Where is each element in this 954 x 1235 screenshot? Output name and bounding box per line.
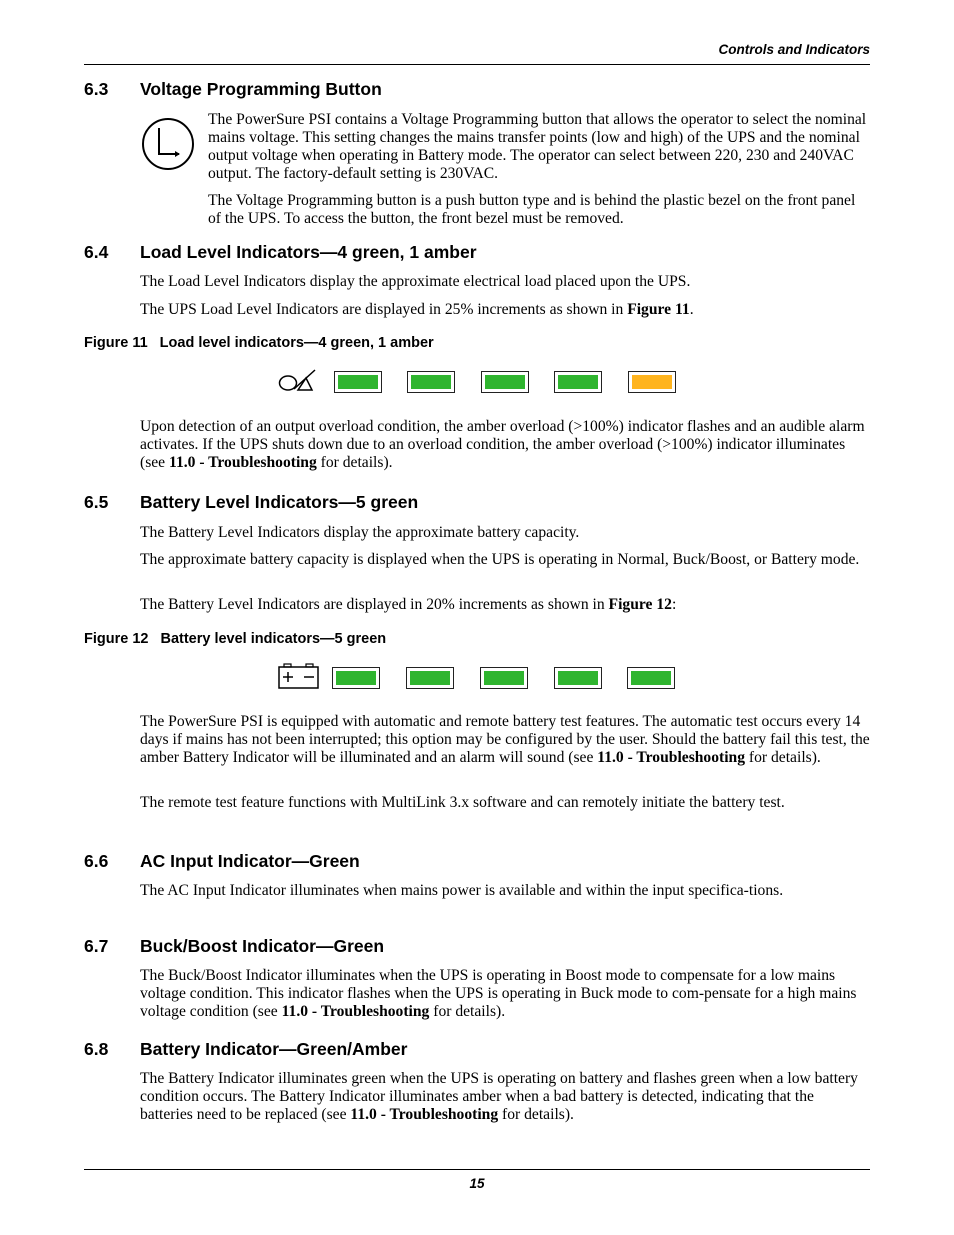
paragraph: Upon detection of an output overload condition, the amber overload (>100%) indicator flashes and an audible alarm activates. If the UPS shuts down due to an overload condition, the amber overload (>100%) indicator illuminates (see 11.0 - Troubleshooting for details). bbox=[140, 418, 865, 471]
battery-icon bbox=[277, 662, 321, 695]
page-number: 15 bbox=[469, 1176, 485, 1191]
troubleshooting-reference[interactable]: 11.0 - Troubleshooting bbox=[169, 454, 317, 471]
paragraph: The Voltage Programming button is a push button type and is behind the plastic bezel on the front panel of the UPS. To access the button, the front bezel must be removed. bbox=[208, 192, 856, 227]
footer-rule bbox=[84, 1169, 870, 1170]
load-led-1 bbox=[334, 371, 382, 393]
figure-reference[interactable]: Figure 12 bbox=[608, 596, 672, 613]
paragraph: The UPS Load Level Indicators are displayed in 25% increments as shown in Figure 11. bbox=[140, 301, 694, 318]
load-led-2 bbox=[407, 371, 455, 393]
paragraph: The Buck/Boost Indicator illuminates when the UPS is operating in Boost mode to compensate for a low mains voltage condition. This indicator flashes when the UPS is operating in Buck mode to com-pensate for a high mains voltage condition (see 11.0 - Troubleshooting for details). bbox=[140, 967, 857, 1020]
paragraph: The Battery Level Indicators display the approximate battery capacity. bbox=[140, 524, 580, 541]
paragraph: The PowerSure PSI contains a Voltage Programming button that allows the operator to select the nominal mains voltage. This setting changes the mains transfer points (low and high) of the UPS and the nominal output voltage when operating in Battery mode. The operator can select between 220, 230 and 240VAC output. The factory-default setting is 230VAC. bbox=[208, 111, 867, 182]
load-led-5-overload bbox=[628, 371, 676, 393]
clock-icon bbox=[141, 117, 195, 176]
paragraph: The PowerSure PSI is equipped with automatic and remote battery test features. The automatic test occurs every 14 days if mains has not been interrupted; this option may be configured by the user. Should the battery fail this test, the amber Battery Indicator will be illuminated and an alarm will sound (see 11.0 - Troubleshooting for details). bbox=[140, 713, 870, 766]
battery-led-2 bbox=[406, 667, 454, 689]
paragraph: The remote test feature functions with MultiLink 3.x software and can remotely initiate the battery test. bbox=[140, 794, 785, 811]
battery-led-1 bbox=[332, 667, 380, 689]
figure-caption: Figure 11 Load level indicators—4 green, 1 amber bbox=[84, 335, 434, 351]
paragraph: The Battery Indicator illuminates green when the UPS is operating on battery and flashes green when a low battery condition occurs. The Battery Indicator illuminates amber when a bad battery is detected, indicating that the batteries need to be replaced (see 11.0 - Troubleshooting for details). bbox=[140, 1070, 858, 1123]
section-heading-6-6: 6.6 AC Input Indicator—Green bbox=[84, 851, 360, 871]
paragraph: The approximate battery capacity is displayed when the UPS is operating in Normal, Buck/Boost, or Battery mode. bbox=[140, 551, 860, 568]
header-rule bbox=[84, 64, 870, 65]
section-heading-6-8: 6.8 Battery Indicator—Green/Amber bbox=[84, 1039, 408, 1059]
running-header: Controls and Indicators bbox=[718, 42, 870, 57]
paragraph: The Battery Level Indicators are displayed in 20% increments as shown in Figure 12: bbox=[140, 596, 677, 613]
battery-led-5 bbox=[627, 667, 675, 689]
troubleshooting-reference[interactable]: 11.0 - Troubleshooting bbox=[597, 749, 746, 766]
paragraph: The Load Level Indicators display the approximate electrical load placed upon the UPS. bbox=[140, 273, 691, 290]
troubleshooting-reference[interactable]: 11.0 - Troubleshooting bbox=[350, 1106, 499, 1123]
figure-caption: Figure 12 Battery level indicators—5 green bbox=[84, 631, 387, 647]
troubleshooting-reference[interactable]: 11.0 - Troubleshooting bbox=[281, 1003, 430, 1020]
section-heading-6-7: 6.7 Buck/Boost Indicator—Green bbox=[84, 936, 385, 956]
battery-led-3 bbox=[480, 667, 528, 689]
figure-reference[interactable]: Figure 11 bbox=[627, 301, 690, 318]
load-meter-icon bbox=[278, 368, 318, 401]
load-led-4 bbox=[554, 371, 602, 393]
paragraph: The AC Input Indicator illuminates when mains power is available and within the input specifica-tions. bbox=[140, 882, 784, 899]
load-led-3 bbox=[481, 371, 529, 393]
battery-led-4 bbox=[554, 667, 602, 689]
section-heading-6-3: 6.3 Voltage Programming Button bbox=[84, 79, 382, 99]
section-heading-6-5: 6.5 Battery Level Indicators—5 green bbox=[84, 492, 419, 512]
section-heading-6-4: 6.4 Load Level Indicators—4 green, 1 amber bbox=[84, 242, 477, 262]
